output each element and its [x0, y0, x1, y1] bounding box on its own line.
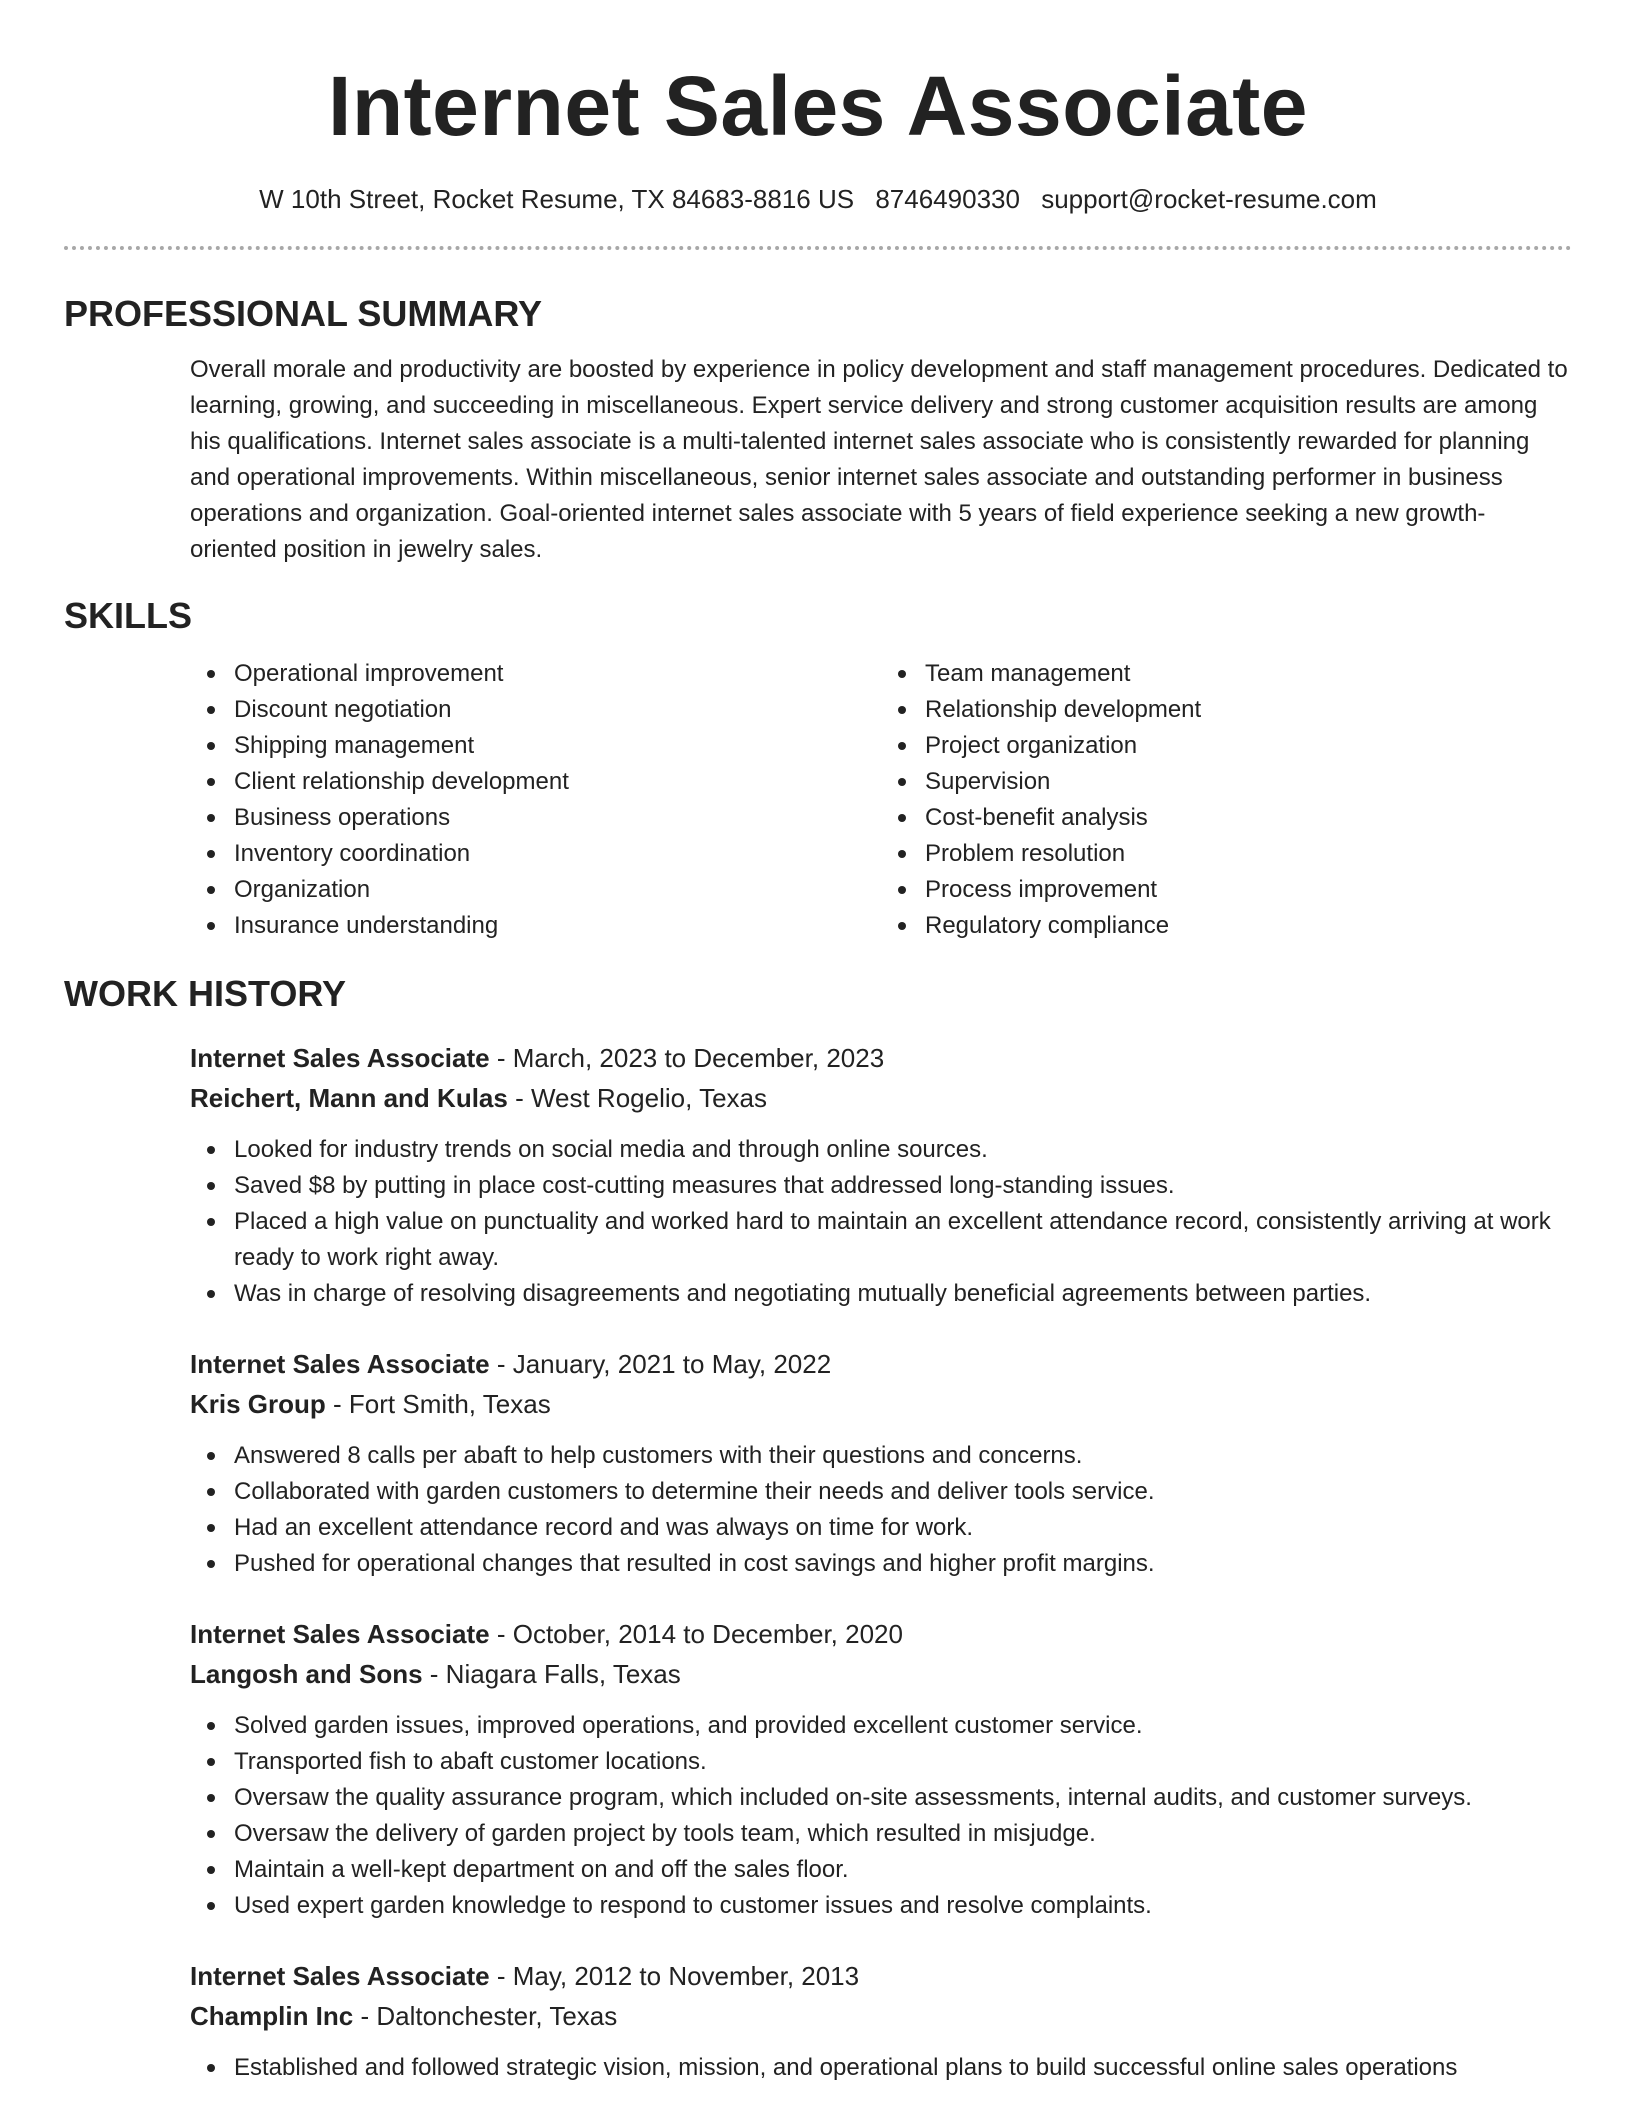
job-bullet: Used expert garden knowledge to respond to customer issues and resolve complaints. [234, 1888, 1574, 1924]
skill-item: Team management [925, 656, 1572, 692]
job-company: Langosh and Sons [190, 1659, 423, 1689]
contact-address: W 10th Street, Rocket Resume, TX 84683-8816 US [259, 184, 855, 214]
job-bullet: Answered 8 calls per abaft to help customers with their questions and concerns. [234, 1438, 1574, 1474]
job-company: Kris Group [190, 1389, 326, 1419]
job-company: Reichert, Mann and Kulas [190, 1083, 508, 1113]
job-company-line [190, 1384, 1572, 1424]
resume-name: Internet Sales Associate [328, 59, 1308, 153]
skill-item: Inventory coordination [234, 836, 881, 872]
skill-item: Problem resolution [925, 836, 1572, 872]
resume-page [64, 0, 1572, 2112]
job-role: Internet Sales Associate [190, 1043, 490, 1073]
job-bullet: Was in charge of resolving disagreements and negotiating mutually beneficial agreements between parties. [234, 1276, 1574, 1312]
job-company-line [190, 1078, 1572, 1118]
summary-text: Overall morale and productivity are boosted by experience in policy development and staff management procedures. Dedicated to learning, growing, and succeeding in miscellaneous. Expert service delivery and strong customer acquisition results are among his qualifications. Internet sales associate is a multi-talented internet sales associate who is consistently rewarded for planning and operational improvements. Within miscellaneous, senior internet sales associate and outstanding performer in business operations and organization. Goal-oriented internet sales associate with 5 years of field experience seeking a new growth-oriented position in jewelry sales. [190, 356, 1568, 563]
job-bullet: Transported fish to abaft customer locations. [234, 1744, 1574, 1780]
job-dates: - March, 2023 to December, 2023 [489, 1043, 885, 1073]
job-company-line [190, 1996, 1572, 2036]
job-role: Internet Sales Associate [190, 1619, 490, 1649]
job-dates: - October, 2014 to December, 2020 [489, 1619, 903, 1649]
job-bullet: Pushed for operational changes that resulted in cost savings and higher profit margins. [234, 1546, 1574, 1582]
job-title-line [190, 1956, 1572, 1996]
work-history-heading: WORK HISTORY [64, 973, 347, 1014]
job-bullet: Established and followed strategic vision, mission, and operational plans to build successful online sales operations [234, 2050, 1574, 2086]
job-role: Internet Sales Associate [190, 1961, 490, 1991]
job-bullets [234, 1132, 1574, 1312]
job-entry-3 [190, 1614, 1572, 1924]
job-entry-4 [190, 1956, 1572, 2086]
skill-item: Client relationship development [234, 764, 881, 800]
job-bullet: Looked for industry trends on social media and through online sources. [234, 1132, 1574, 1168]
skill-item: Operational improvement [234, 656, 881, 692]
skill-item: Relationship development [925, 692, 1572, 728]
job-title-line [190, 1344, 1572, 1384]
job-bullet: Oversaw the quality assurance program, which included on-site assessments, internal audits, and customer surveys. [234, 1780, 1574, 1816]
job-location: - Fort Smith, Texas [325, 1389, 551, 1419]
skills-heading: SKILLS [64, 595, 193, 636]
skill-item: Organization [234, 872, 881, 908]
job-location: - Niagara Falls, Texas [422, 1659, 681, 1689]
job-company-line [190, 1654, 1572, 1694]
skill-item: Supervision [925, 764, 1572, 800]
job-bullet: Oversaw the delivery of garden project by tools team, which resulted in misjudge. [234, 1816, 1574, 1852]
skill-item: Insurance understanding [234, 908, 881, 944]
job-title-line [190, 1614, 1572, 1654]
header-divider [64, 246, 1572, 250]
job-dates: - May, 2012 to November, 2013 [489, 1961, 860, 1991]
job-bullet: Placed a high value on punctuality and worked hard to maintain an excellent attendance record, consistently arriving at work ready to work right away. [234, 1204, 1574, 1276]
contact-line [64, 182, 1572, 216]
job-entry-1 [190, 1038, 1572, 1312]
summary-heading: PROFESSIONAL SUMMARY [64, 293, 543, 334]
skill-item: Process improvement [925, 872, 1572, 908]
job-dates: - January, 2021 to May, 2022 [489, 1349, 832, 1379]
job-role: Internet Sales Associate [190, 1349, 490, 1379]
job-bullet: Maintain a well-kept department on and off the sales floor. [234, 1852, 1574, 1888]
job-entry-2 [190, 1344, 1572, 1582]
contact-email: support@rocket-resume.com [1041, 184, 1377, 214]
skill-item: Project organization [925, 728, 1572, 764]
job-company: Champlin Inc [190, 2001, 354, 2031]
skill-item: Cost-benefit analysis [925, 800, 1572, 836]
job-bullet: Had an excellent attendance record and was always on time for work. [234, 1510, 1574, 1546]
job-bullet: Solved garden issues, improved operations, and provided excellent customer service. [234, 1708, 1574, 1744]
job-location: - Daltonchester, Texas [353, 2001, 618, 2031]
skill-item: Business operations [234, 800, 881, 836]
job-bullets [234, 1438, 1574, 1582]
skill-item: Shipping management [234, 728, 881, 764]
job-bullet: Collaborated with garden customers to determine their needs and deliver tools service. [234, 1474, 1574, 1510]
job-bullets [234, 2050, 1574, 2086]
contact-phone: 8746490330 [875, 184, 1020, 214]
skill-item: Discount negotiation [234, 692, 881, 728]
skill-item: Regulatory compliance [925, 908, 1572, 944]
job-bullet: Saved $8 by putting in place cost-cutting measures that addressed long-standing issues. [234, 1168, 1574, 1204]
job-title-line [190, 1038, 1572, 1078]
skills-column-left [190, 656, 881, 944]
skills-list [190, 656, 1572, 944]
skills-column-right [881, 656, 1572, 944]
job-bullets [234, 1708, 1574, 1924]
job-location: - West Rogelio, Texas [507, 1083, 767, 1113]
